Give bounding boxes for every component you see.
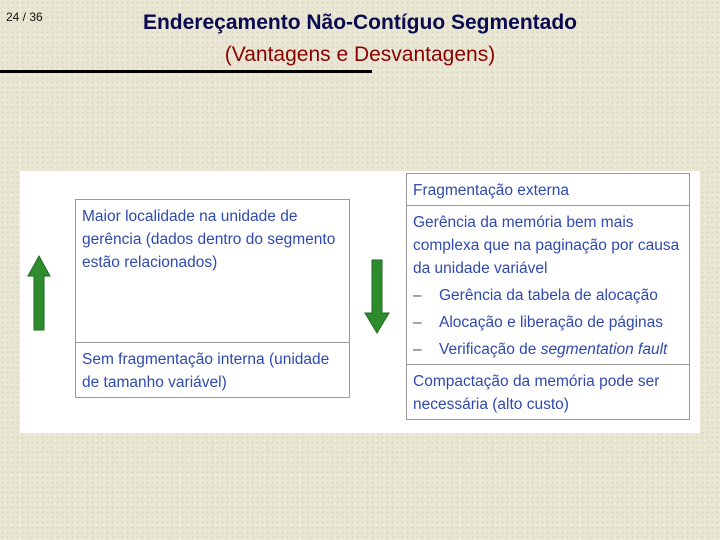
- disadvantage-cell: [407, 206, 690, 365]
- dash-bullet-icon: –: [413, 287, 422, 304]
- sub-item-emphasis: segmentation fault: [540, 341, 668, 358]
- down-arrow-icon: [364, 259, 390, 335]
- dash-bullet-icon: –: [413, 341, 422, 358]
- list-item: [413, 284, 683, 307]
- list-item: [413, 311, 683, 334]
- disadvantage-main-text: Gerência da memória bem mais complexa que na paginação por causa da unidade variável: [413, 214, 680, 277]
- title-underline: [0, 70, 372, 73]
- sub-item-text: Gerência da tabela de alocação: [439, 287, 658, 304]
- dash-bullet-icon: –: [413, 314, 422, 331]
- sub-item-prefix: Verificação de: [439, 341, 541, 358]
- table-row: [76, 343, 350, 398]
- disadvantages-table: [406, 173, 690, 420]
- list-item: [413, 338, 683, 361]
- advantage-cell: Sem fragmentação interna (unidade de tamanho variável): [76, 343, 350, 398]
- comparison-panel: [20, 171, 700, 433]
- up-arrow-icon: [27, 254, 51, 332]
- advantages-table: [75, 199, 350, 398]
- sub-item-text: [439, 338, 667, 361]
- slide-title: Endereçamento Não-Contíguo Segmentado: [142, 11, 578, 34]
- table-row: [407, 206, 690, 365]
- advantage-cell: Maior localidade na unidade de gerência (dados dentro do segmento estão relacionados): [76, 200, 350, 343]
- sub-item-text: Alocação e liberação de páginas: [439, 314, 664, 331]
- slide-subtitle: (Vantagens e Desvantagens): [224, 43, 496, 66]
- table-row: [407, 365, 690, 420]
- disadvantage-cell: Fragmentação externa: [407, 174, 690, 206]
- table-row: [76, 200, 350, 343]
- page-number: 24 / 36: [6, 10, 43, 24]
- disadvantage-cell: Compactação da memória pode ser necessária (alto custo): [407, 365, 690, 420]
- table-row: [407, 174, 690, 206]
